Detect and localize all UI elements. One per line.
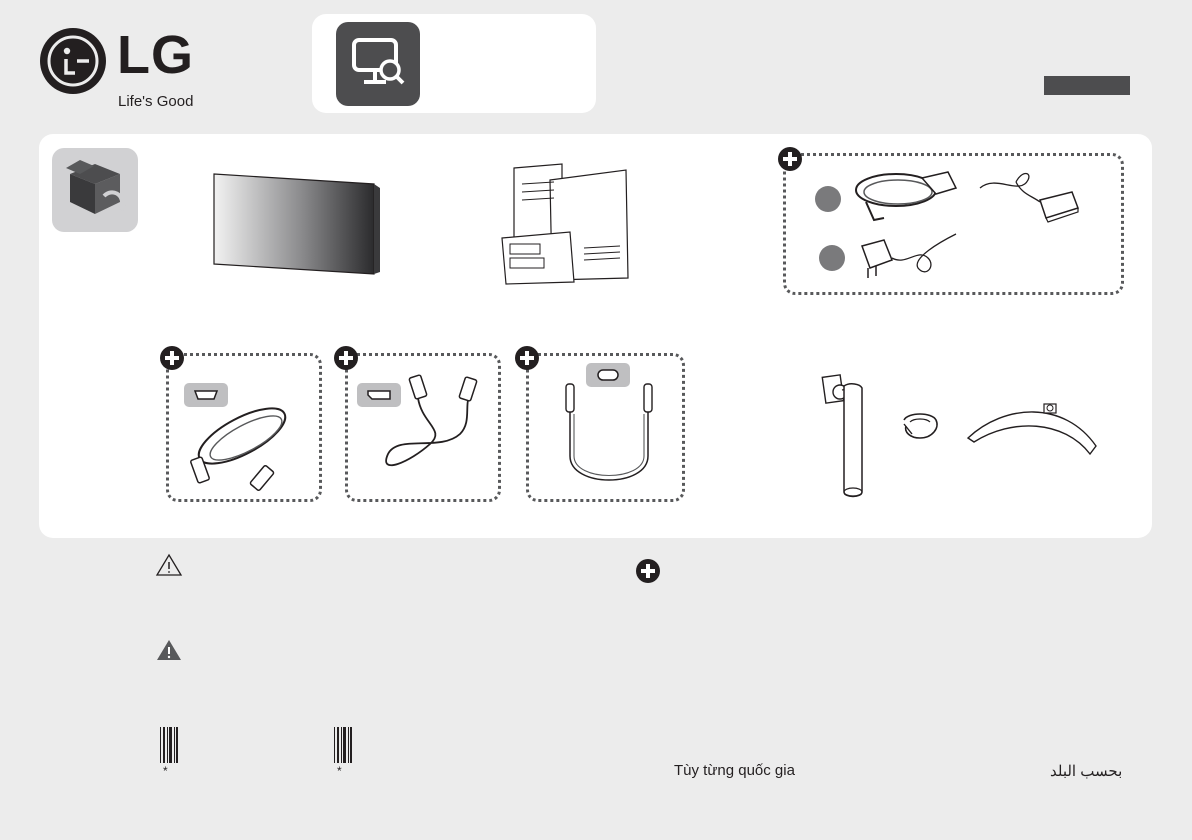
power-cord-icon <box>852 164 962 226</box>
plus-icon <box>160 346 184 370</box>
hdmi-cable-icon <box>186 396 300 496</box>
model-label-bar <box>1044 76 1130 95</box>
barcode-icon <box>159 727 181 765</box>
lg-logo-mark-icon <box>40 28 106 94</box>
box-recycle-icon <box>52 148 138 232</box>
stand-body-icon <box>816 372 876 500</box>
plus-icon <box>778 147 802 171</box>
monitor-panel-icon <box>210 170 386 276</box>
plus-icon <box>515 346 539 370</box>
warning-filled-icon <box>155 638 183 662</box>
documents-icon <box>500 162 632 284</box>
cable-holder-icon <box>898 410 942 444</box>
brand-tagline: Life's Good <box>118 93 194 110</box>
monitor-search-icon <box>336 22 420 106</box>
wall-adapter-icon <box>856 228 966 286</box>
barcode-caption: * <box>163 764 168 778</box>
brand-logo: LG <box>117 25 194 85</box>
caution-outline-icon <box>155 553 183 577</box>
barcode-icon <box>333 727 355 765</box>
stand-base-icon <box>964 398 1104 462</box>
ac-adapter-icon <box>976 166 1082 228</box>
option-b-marker <box>819 245 845 271</box>
option-a-marker <box>815 186 841 212</box>
plus-icon <box>636 559 660 583</box>
barcode-caption: * <box>337 764 342 778</box>
usb-c-cable-icon <box>560 384 660 496</box>
country-note-vietnamese: Tùy từng quốc gia <box>674 762 795 779</box>
country-note-arabic: بحسب البلد <box>1050 763 1123 780</box>
plus-icon <box>334 346 358 370</box>
displayport-cable-icon <box>370 372 490 486</box>
